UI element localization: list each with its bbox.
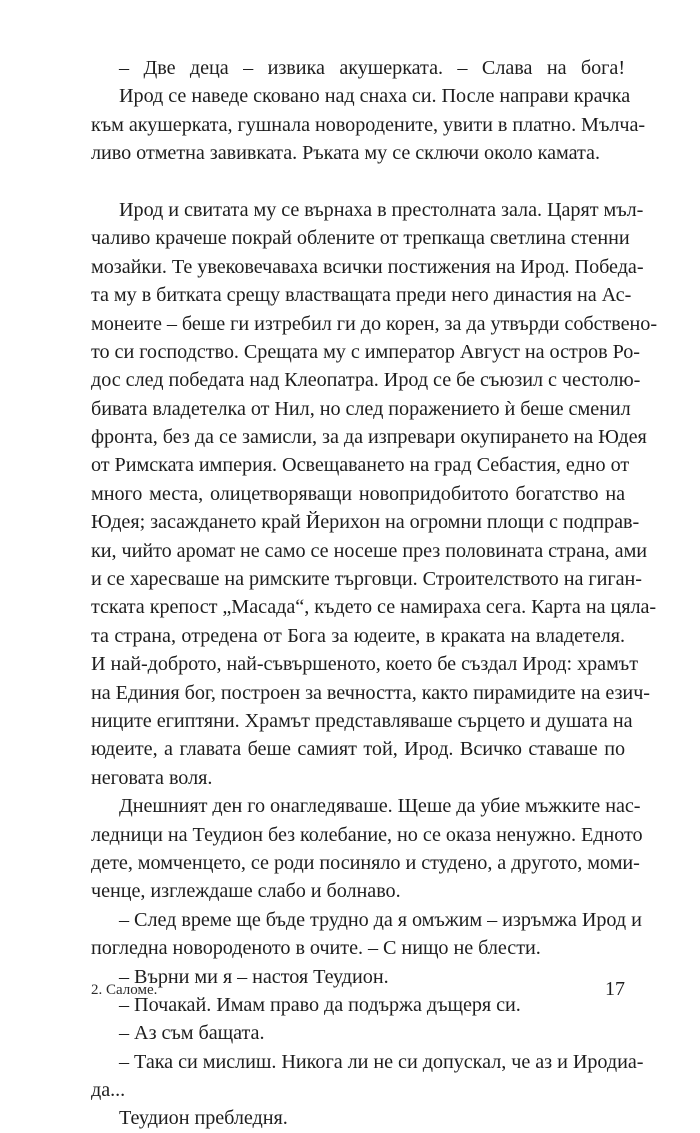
text-line: чаливо крачеше покрай облените от трепкаща светлина стенни [91,227,630,250]
text-line: ченце, изглеждаше слабо и болнаво. [91,880,401,903]
text-line: тската крепост „Масада“, където се намираха сега. Карта на цяла- [91,596,657,619]
text-line: – Така си мислиш. Никога ли не си допускал, че аз и Иродиа- [119,1050,644,1073]
text-line: към акушерката, гушнала новородените, увити в платно. Мълча- [91,113,646,136]
text-line: дос след победата над Клеопатра. Ирод се бе съюзил с честолю- [91,369,641,392]
text-line: монеите – беше ги изтребил ги до корен, за да утвърди собствено- [91,312,658,335]
text-line: ки, чийто аромат не само се носеше през половината страна, ами [91,539,648,562]
text-line: Днешният ден го онагледяваше. Щеше да убие мъжките нас- [119,795,641,818]
text-line: ледници на Теудион без колебание, но се оказа ненужно. Едното [91,823,643,846]
page-number: 17 [605,978,625,1000]
text-line: да... [91,1079,126,1102]
text-line: И най-доброто, най-съвършеното, което бе създал Ирод: храмът [91,653,638,676]
body-text [91,54,658,1133]
text-line: и се харесваше на римските търговци. Строителството на гиган- [91,568,642,591]
text-line: мозайки. Те увековечаваха всички постижения на Ирод. Победа- [91,255,644,278]
text-line: бивата владетелка от Нил, но след поражението ѝ беше сменил [91,397,631,420]
text-line: – След време ще бъде трудно да я омъжим – изръмжа Ирод и [119,908,642,931]
text-line: ниците египтяни. Храмът представляваше сърцето и душата на [91,709,633,732]
text-line: от Римската империя. Освещаването на град Себастия, едно от [91,454,630,477]
text-line: – Аз съм бащата. [119,1022,265,1045]
text-line: Ирод и свитата му се върнаха в престолната зала. Царят мъл- [119,198,644,221]
text-line: Ирод се наведе сковано над снаха си. После направи крачка [119,85,631,108]
text-line: погледна новороденото в очите. – С нищо не блести. [91,937,541,960]
text-line: та страна, отредена от Бога за юдеите, в краката на владетеля. [91,624,625,647]
text-line: фронта, без да се замисли, за да изпревари окупирането на Юдея [91,426,647,449]
text-line: юдеите, а главата беше самият той, Ирод. Всичко ставаше по [91,738,625,761]
chapter-footer: 2. Саломе. [91,982,158,998]
text-line: – Почакай. Имам право да подържа дъщеря си. [119,993,521,1016]
text-line: Юдея; засаждането край Йерихон на огромни площи с подправ- [91,511,640,534]
text-line: то си господство. Срещата му с император Август на остров Ро- [91,340,640,363]
text-line: – Върни ми я – настоя Теудион. [119,965,389,988]
text-line: ливо отметна завивката. Ръката му се сключи около камата. [91,142,600,165]
text-line: – Две деца – извика акушерката. – Слава на бога! [119,57,625,79]
text-line: на Единия бог, построен за вечността, както пирамидите на езич- [91,681,650,704]
text-line: много места, олицетворяващи новопридобитото богатство на [91,482,625,505]
text-line: Теудион пребледня. [119,1107,288,1130]
text-line: дете, момченцето, се роди посиняло и студено, а другото, моми- [91,851,640,874]
text-line: та му в битката срещу властващата преди него династия на Ас- [91,284,632,307]
section-break [91,168,625,196]
text-line: неговата воля. [91,766,213,789]
